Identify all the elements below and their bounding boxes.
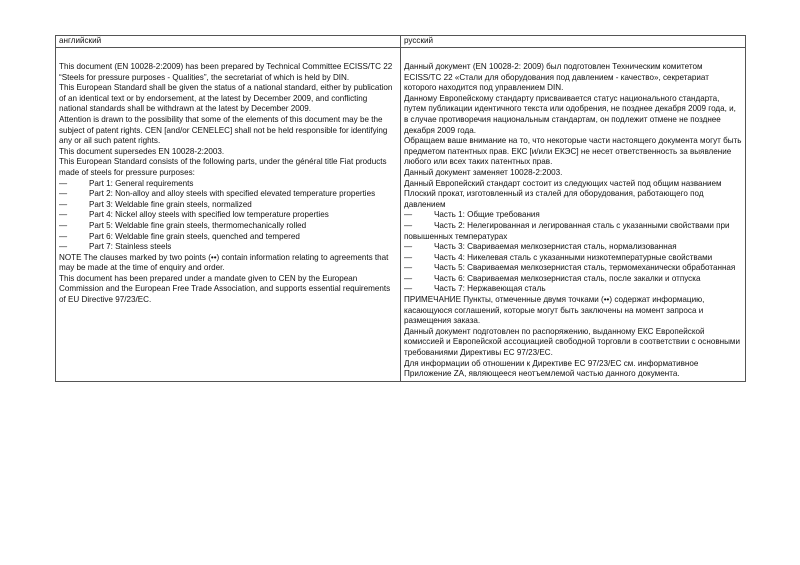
en-part-2: Part 2: Non-alloy and alloy steels with specified elevated temperature properties bbox=[89, 189, 376, 199]
ru-dash: — bbox=[404, 273, 413, 283]
ru-part-item bbox=[404, 263, 742, 274]
ru-part-4: Часть 4: Никелевая сталь с указанными низкотемпературные свойствами bbox=[434, 252, 713, 262]
ru-part-3: Часть 3: Свариваемая мелкозернистая сталь, нормализованная bbox=[434, 242, 677, 252]
en-part-6: Part 6: Weldable fine grain steels, quenched and tempered bbox=[89, 231, 300, 241]
en-part-7: Part 7: Stainless steels bbox=[89, 242, 172, 252]
ru-paragraph-2: Данному Европейскому стандарту присваивается статус национального стандарта, путем публикации идентичного текста или одобрения, не позднее декабря 2009 года, и, в случае противоречия национальным стандартам, он подлежит отмене не позднее декабря 2009 года. bbox=[404, 93, 736, 135]
ru-paragraph-5: Данный Европейский стандарт состоит из следующих частей под общим названием Плоский прокат, изготовленный из сталей для оборудования, работающего под давлением bbox=[404, 178, 722, 209]
ru-dash: — bbox=[404, 210, 413, 220]
ru-paragraph-1: Данный документ (EN 10028-2: 2009) был подготовлен Техническим комитетом ECISS/TC 22 «Стали для оборудования под давлением - качество», секретариат которого находится под управлением DIN. bbox=[404, 62, 709, 93]
ru-part-item bbox=[404, 210, 742, 221]
ru-part-7: Часть 7: Нержавеющая сталь bbox=[434, 284, 546, 294]
ru-part-1: Часть 1: Общие требования bbox=[434, 210, 540, 220]
en-paragraph-5: This European Standard consists of the following parts, under the général title Fiat products made of steels for pressure purposes: bbox=[59, 157, 387, 177]
ru-dash: — bbox=[404, 220, 413, 230]
ru-part-item bbox=[404, 221, 742, 242]
en-part-1: Part 1: General requirements bbox=[89, 178, 194, 188]
en-part-item bbox=[59, 232, 397, 243]
en-part-item bbox=[59, 242, 397, 253]
ru-part-item bbox=[404, 274, 742, 285]
en-part-3: Part 3: Weldable fine grain steels, normalized bbox=[89, 199, 252, 209]
en-paragraph-3: Attention is drawn to the possibility that some of the elements of this document may be the subject of patent rights. CEN [and/or CENELEC] shall not be held responsible for identifying any or ail such patent rights. bbox=[59, 114, 388, 146]
header-english: английский bbox=[56, 36, 401, 48]
en-paragraph-4: This document supersedes EN 10028-2:2003. bbox=[59, 146, 225, 156]
ru-paragraph-6: Данный документ подготовлен по распоряжению, выданному ЕКС Европейской комиссией и Европейской ассоциацией свободной торговли в соответствии с основными требованиями Директивы ЕС 97/23/ЕС. bbox=[404, 326, 740, 358]
en-part-item bbox=[59, 200, 397, 211]
en-dash: — bbox=[59, 231, 68, 241]
ru-part-5: Часть 5: Свариваемая мелкозернистая сталь, термомеханически обработанная bbox=[434, 263, 736, 273]
ru-part-item bbox=[404, 284, 742, 295]
ru-part-item bbox=[404, 253, 742, 264]
en-part-4: Part 4: Nickel alloy steels with specified low temperature properties bbox=[89, 210, 329, 220]
ru-part-2: Часть 2: Нелегированная и легированная сталь с указанными свойствами при повышенных температурах bbox=[404, 220, 730, 241]
ru-paragraph-7: Для информации об отношении к Директиве ЕС 97/23/ЕС см. информативное Приложение ZA, являющееся неотъемлемой частью данного документа. bbox=[404, 358, 699, 379]
en-paragraph-1: This document (EN 10028-2:2009) has been prepared by Technical Committee ECISS/TC 22 “Steels for pressure purposes - Qualities”, the secretariat of which is held by DIN. bbox=[59, 62, 393, 82]
en-dash: — bbox=[59, 178, 68, 188]
en-dash: — bbox=[59, 220, 68, 230]
ru-note: ПРИМЕЧАНИЕ Пункты, отмеченные двумя точками (••) содержат информацию, касающуюся соглашений, которые могут быть заключены на момент запроса и размещения заказа. bbox=[404, 295, 705, 326]
en-paragraph-2: This European Standard shall be given the status of a national standard, either by publication of an identical text or by endorsement, at the latest by December 2009, and conflicting national standards shall be withdrawn at the latest by December 2009. bbox=[59, 83, 393, 114]
en-part-item bbox=[59, 189, 397, 200]
ru-dash: — bbox=[404, 284, 413, 294]
en-part-5: Part 5: Weldable fine grain steels, thermomechanically rolled bbox=[89, 220, 307, 230]
content-row bbox=[56, 48, 746, 382]
en-dash: — bbox=[59, 189, 68, 199]
en-dash: — bbox=[59, 210, 68, 220]
en-part-item bbox=[59, 221, 397, 232]
en-part-item bbox=[59, 179, 397, 190]
en-dash: — bbox=[59, 242, 68, 252]
ru-part-6: Часть 6: Свариваемая мелкозернистая сталь, после закалки и отпуска bbox=[434, 273, 701, 283]
bilingual-table bbox=[55, 35, 746, 382]
ru-dash: — bbox=[404, 252, 413, 262]
en-dash: — bbox=[59, 199, 68, 209]
en-paragraph-6: This document has been prepared under a mandate given to CEN by the European Commission and the European Free Trade Association, and supports essential requirements of EU Directive 97/23/EC. bbox=[59, 273, 391, 305]
russian-cell bbox=[401, 48, 746, 382]
en-note: NOTE The clauses marked by two points (••) contain information relating to agreements that may be made at the time of enquiry and order. bbox=[59, 252, 389, 273]
header-russian: русский bbox=[401, 36, 746, 48]
ru-part-item bbox=[404, 242, 742, 253]
english-cell bbox=[56, 48, 401, 382]
ru-paragraph-3: Обращаем ваше внимание на то, что некоторые части настоящего документа могут быть предметом патентных прав. ЕКС [и/или ЕКЭС] не несет ответственность за выявление любого или всех таких патентных прав. bbox=[404, 136, 742, 167]
ru-dash: — bbox=[404, 263, 413, 273]
en-part-item bbox=[59, 210, 397, 221]
ru-dash: — bbox=[404, 242, 413, 252]
header-row bbox=[56, 36, 746, 48]
ru-paragraph-4: Данный документ заменяет 10028-2:2003. bbox=[404, 167, 563, 177]
